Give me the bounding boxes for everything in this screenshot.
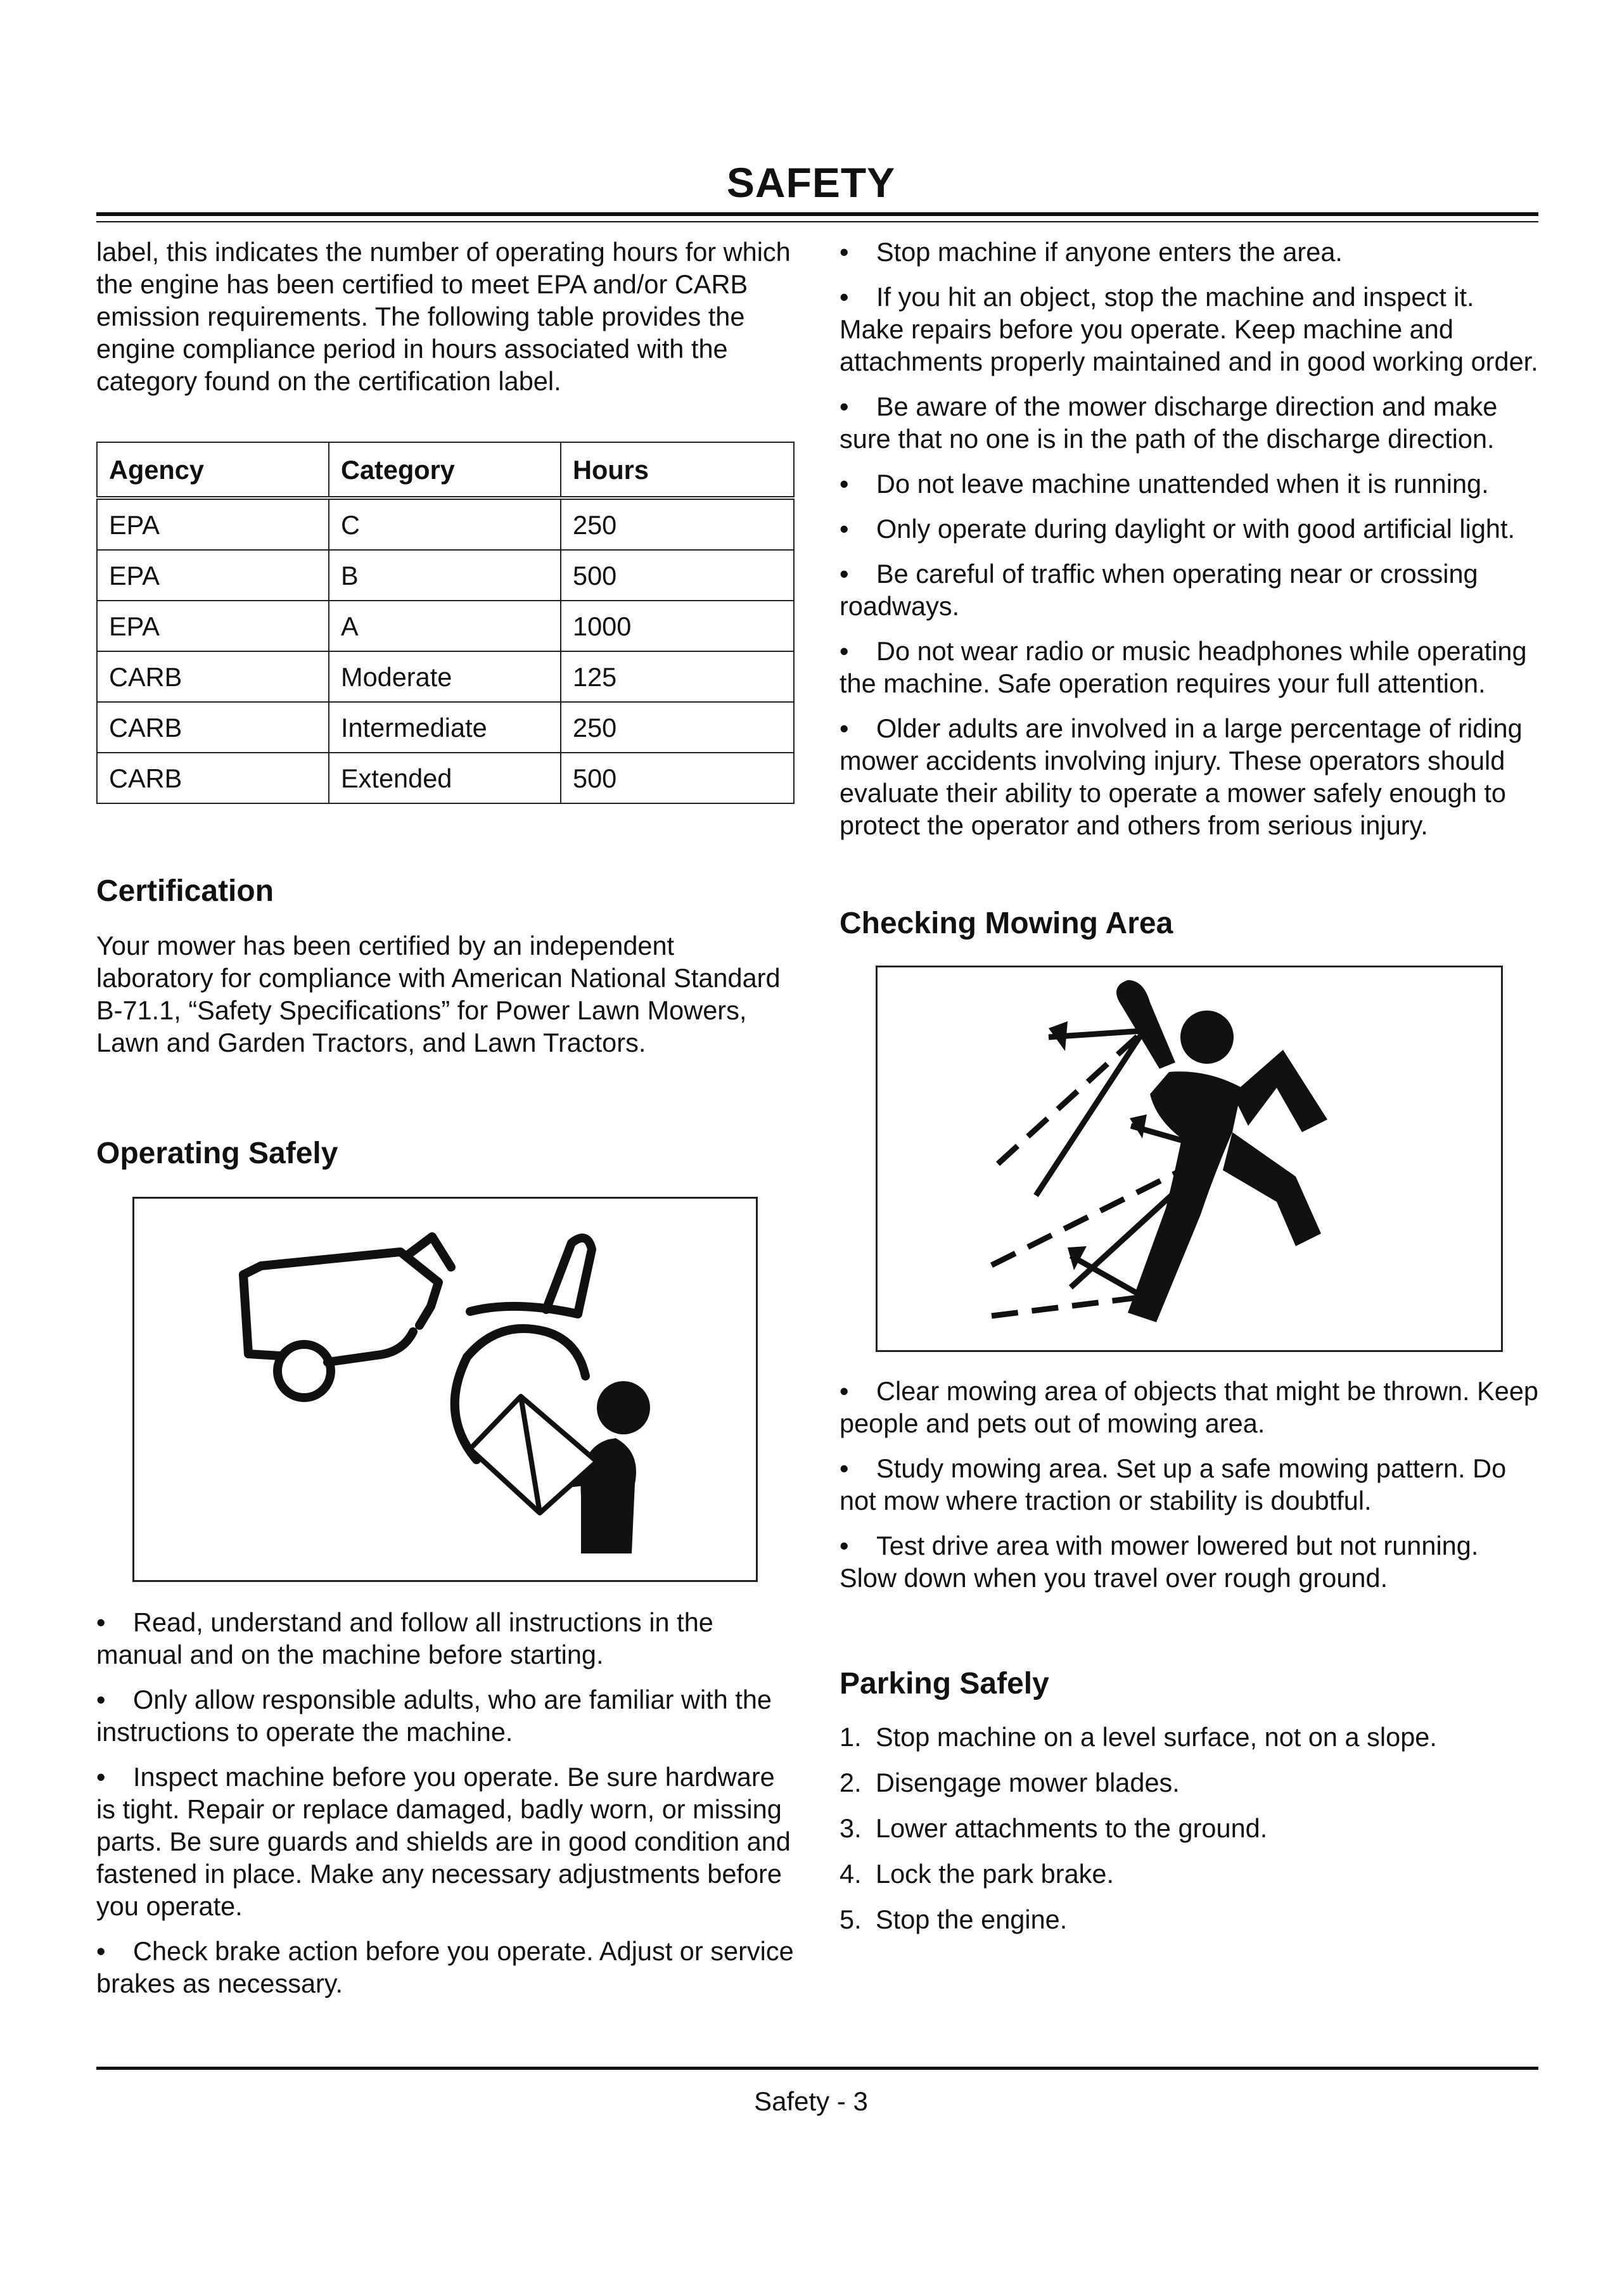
mowing-bullet: • Test drive area with mower lowered but not running. Slow down when you travel over rough ground. xyxy=(840,1531,1479,1593)
table-row xyxy=(97,651,794,702)
table-cell: Intermediate xyxy=(329,702,561,753)
bullet-glyph: • xyxy=(96,1685,106,1714)
operating-bullet: • Only allow responsible adults, who are familiar with the instructions to operate the machine. xyxy=(96,1685,772,1747)
bullet-glyph: • xyxy=(840,713,849,743)
bullet-glyph: • xyxy=(840,237,849,267)
parking-step: 3. Lower attachments to the ground. xyxy=(840,1813,1268,1843)
bullet-glyph: • xyxy=(840,559,849,589)
bullet-glyph: • xyxy=(840,282,849,312)
table-cell: A xyxy=(329,601,561,651)
bullet-glyph: • xyxy=(840,1376,849,1406)
safety-bullet: • Do not wear radio or music headphones while operating the machine. Safe operation requires your full attention. xyxy=(840,636,1527,698)
page-footer: Safety - 3 xyxy=(754,2086,868,2116)
right-column xyxy=(840,236,1538,1949)
table-cell: 250 xyxy=(561,702,794,753)
footer-rule xyxy=(96,2067,1538,2070)
table-cell: 500 xyxy=(561,753,794,803)
mowing-bullet: • Clear mowing area of objects that might be thrown. Keep people and pets out of mowing area. xyxy=(840,1376,1538,1438)
certification-heading: Certification xyxy=(96,874,274,908)
safety-bullet: • Be aware of the mower discharge direction and make sure that no one is in the path of the discharge direction. xyxy=(840,392,1498,454)
table-header-row xyxy=(97,442,794,498)
bullet-glyph: • xyxy=(96,1936,106,1966)
header-rule-thick xyxy=(96,212,1538,216)
bullet-glyph: • xyxy=(840,1531,849,1560)
parking-step: 1. Stop machine on a level surface, not on a slope. xyxy=(840,1722,1437,1752)
safety-bullet: • If you hit an object, stop the machine and inspect it. Make repairs before you operate. Keep machine and attachments properly maintained and in good working order. xyxy=(840,282,1538,376)
table-cell: Extended xyxy=(329,753,561,803)
table-cell: EPA xyxy=(97,498,329,550)
bullet-glyph: • xyxy=(96,1762,106,1792)
table-cell: CARB xyxy=(97,651,329,702)
table-cell: EPA xyxy=(97,550,329,601)
table-row xyxy=(97,702,794,753)
bullet-glyph: • xyxy=(96,1607,106,1637)
operating-bullet: • Check brake action before you operate. Adjust or service brakes as necessary. xyxy=(96,1936,794,1998)
left-column xyxy=(96,236,795,2012)
safety-bullet: • Stop machine if anyone enters the area. xyxy=(840,237,1343,267)
table-cell: 250 xyxy=(561,498,794,550)
certification-paragraph: Your mower has been certified by an independent laboratory for compliance with American National Standard B-71.1, “Safety Specifications” for Power Lawn Mowers, Lawn and Garden Tractors, and Lawn Tractors. xyxy=(96,931,781,1057)
bullet-glyph: • xyxy=(840,469,849,499)
operating-bullet: • Read, understand and follow all instructions in the manual and on the machine before starting. xyxy=(96,1607,713,1669)
table-row xyxy=(97,601,794,651)
mowing-bullet: • Study mowing area. Set up a safe mowing pattern. Do not mow where traction or stability is doubtful. xyxy=(840,1453,1507,1515)
parking-step: 2. Disengage mower blades. xyxy=(840,1768,1180,1797)
page-title: SAFETY xyxy=(726,159,896,206)
table-cell: C xyxy=(329,498,561,550)
safety-bullet: • Only operate during daylight or with good artificial light. xyxy=(840,514,1516,544)
bullet-glyph: • xyxy=(840,514,849,544)
table-cell: EPA xyxy=(97,601,329,651)
thrown-object-hazard-icon xyxy=(878,967,1501,1350)
operator-reading-manual-illustration xyxy=(132,1197,758,1582)
bullet-glyph: • xyxy=(840,392,849,421)
table-cell: 500 xyxy=(561,550,794,601)
table-cell: 125 xyxy=(561,651,794,702)
safety-bullet: • Be careful of traffic when operating near or crossing roadways. xyxy=(840,559,1478,621)
checking-mowing-area-heading: Checking Mowing Area xyxy=(840,907,1173,940)
table-header-cell: Agency xyxy=(97,442,329,498)
parking-safely-heading: Parking Safely xyxy=(840,1667,1049,1700)
table-header-cell: Hours xyxy=(561,442,794,498)
table-cell: CARB xyxy=(97,753,329,803)
intro-paragraph: label, this indicates the number of operating hours for which the engine has been certified to meet EPA and/or CARB emission requirements. The following table provides the engine compliance period in hours associated with the category found on the certification label. xyxy=(96,237,791,396)
thrown-objects-illustration xyxy=(876,966,1503,1352)
table-header-cell: Category xyxy=(329,442,561,498)
compliance-table xyxy=(96,442,795,804)
table-row xyxy=(97,550,794,601)
operating-bullet: • Inspect machine before you operate. Be sure hardware is tight. Repair or replace damaged, badly worn, or missing parts. Be sure guards and shields are in good condition and fastened in place. Make any necessary adjustments before you operate. xyxy=(96,1762,791,1921)
table-row xyxy=(97,498,794,550)
table-cell: CARB xyxy=(97,702,329,753)
operating-safely-heading: Operating Safely xyxy=(96,1137,338,1170)
bullet-glyph: • xyxy=(840,1453,849,1483)
tractor-manual-icon xyxy=(134,1199,756,1580)
table-cell: 1000 xyxy=(561,601,794,651)
safety-bullet: • Do not leave machine unattended when it is running. xyxy=(840,469,1489,499)
table-cell: Moderate xyxy=(329,651,561,702)
parking-step: 4. Lock the park brake. xyxy=(840,1859,1114,1889)
parking-step: 5. Stop the engine. xyxy=(840,1904,1068,1934)
safety-bullet: • Older adults are involved in a large percentage of riding mower accidents involving injury. These operators should evaluate their ability to operate a mower safely enough to protect the operator and others from serious injury. xyxy=(840,713,1523,840)
table-row xyxy=(97,753,794,803)
header-rule-thin xyxy=(96,221,1538,222)
table-cell: B xyxy=(329,550,561,601)
bullet-glyph: • xyxy=(840,636,849,666)
